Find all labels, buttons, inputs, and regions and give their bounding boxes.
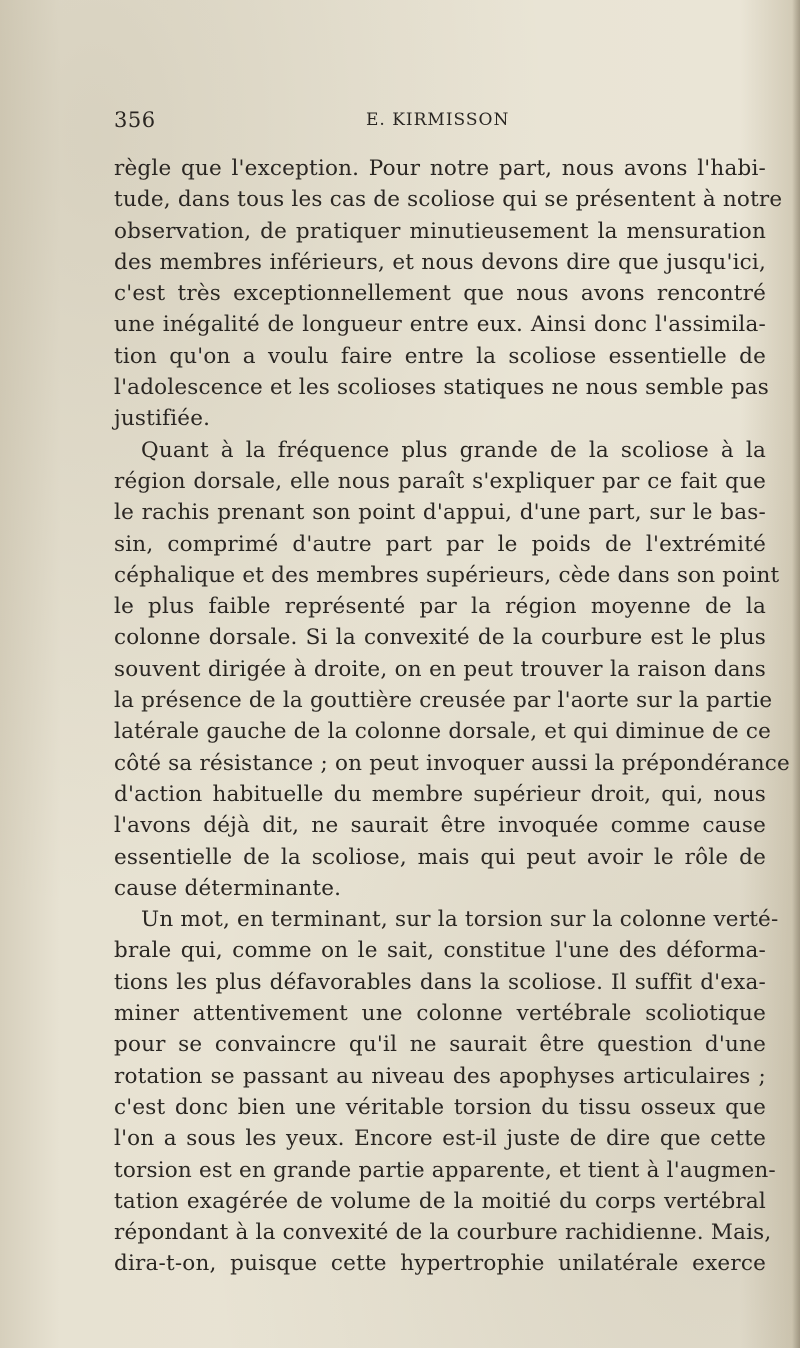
text-line: céphalique et des membres supérieurs, cède dans son point xyxy=(114,562,780,588)
text-line: des membres inférieurs, et nous devons dire que jusqu'ici, xyxy=(114,249,766,275)
text-line: région dorsale, elle nous paraît s'expliquer par ce fait que xyxy=(114,468,766,494)
page-edge-shadow xyxy=(792,0,800,1348)
text-line: miner attentivement une colonne vertébrale scoliotique xyxy=(114,1001,766,1027)
text-line: cause déterminante. xyxy=(114,875,342,901)
text-line: dira-t-on, puisque cette hypertrophie unilatérale exerce xyxy=(114,1251,766,1277)
text-line: tude, dans tous les cas de scoliose qui se présentent à notre xyxy=(114,187,783,213)
text-line: tion qu'on a voulu faire entre la scoliose essentielle de xyxy=(114,343,766,369)
text-line: répondant à la convexité de la courbure rachidienne. Mais, xyxy=(114,1220,772,1246)
text-line: le rachis prenant son point d'appui, d'une part, sur le bas- xyxy=(114,500,766,526)
text-line: rotation se passant au niveau des apophyses articulaires ; xyxy=(114,1063,766,1089)
text-line: la présence de la gouttière creusée par l'aorte sur la partie xyxy=(114,688,773,714)
page-header xyxy=(114,108,764,138)
text-line: sin, comprimé d'autre part par le poids de l'extrémité xyxy=(114,531,766,557)
text-line: c'est donc bien une véritable torsion du tissu osseux que xyxy=(114,1094,766,1120)
text-line: côté sa résistance ; on peut invoquer aussi la prépondérance xyxy=(114,750,790,776)
text-line: d'action habituelle du membre supérieur droit, qui, nous xyxy=(114,781,766,807)
paragraph-start-line: Un mot, en terminant, sur la torsion sur la colonne verté- xyxy=(141,907,779,933)
text-line: c'est très exceptionnellement que nous avons rencontré xyxy=(114,281,766,307)
text-line: tation exagérée de volume de la moitié du corps vertébral xyxy=(114,1188,766,1214)
text-line: le plus faible représenté par la région moyenne de la xyxy=(114,594,766,620)
text-line: brale qui, comme on le sait, constitue l'une des déforma- xyxy=(114,938,766,964)
text-line: l'avons déjà dit, ne saurait être invoquée comme cause xyxy=(114,813,766,839)
text-line: tions les plus défavorables dans la scoliose. Il suffit d'exa- xyxy=(114,969,766,995)
text-line: colonne dorsale. Si la convexité de la courbure est le plus xyxy=(114,625,766,651)
text-line: observation, de pratiquer minutieusement la mensuration xyxy=(114,218,766,244)
text-line: règle que l'exception. Pour notre part, nous avons l'habi- xyxy=(114,156,766,181)
text-line: torsion est en grande partie apparente, et tient à l'augmen- xyxy=(114,1157,776,1183)
body-text xyxy=(114,153,790,1280)
page-number: 356 xyxy=(114,108,156,132)
running-head: E. KIRMISSON xyxy=(366,110,510,130)
text-line: justifiée. xyxy=(114,406,211,432)
text-line: l'adolescence et les scolioses statiques ne nous semble pas xyxy=(114,375,770,401)
text-line: souvent dirigée à droite, on en peut trouver la raison dans xyxy=(114,656,766,682)
text-line: une inégalité de longueur entre eux. Ainsi donc l'assimila- xyxy=(114,312,766,338)
text-line: l'on a sous les yeux. Encore est-il juste de dire que cette xyxy=(114,1126,766,1152)
text-line: latérale gauche de la colonne dorsale, et qui diminue de ce xyxy=(114,719,772,745)
text-line: essentielle de la scoliose, mais qui peut avoir le rôle de xyxy=(114,844,766,870)
paragraph-start-line: Quant à la fréquence plus grande de la scoliose à la xyxy=(141,437,766,463)
text-line: pour se convaincre qu'il ne saurait être question d'une xyxy=(114,1032,766,1058)
